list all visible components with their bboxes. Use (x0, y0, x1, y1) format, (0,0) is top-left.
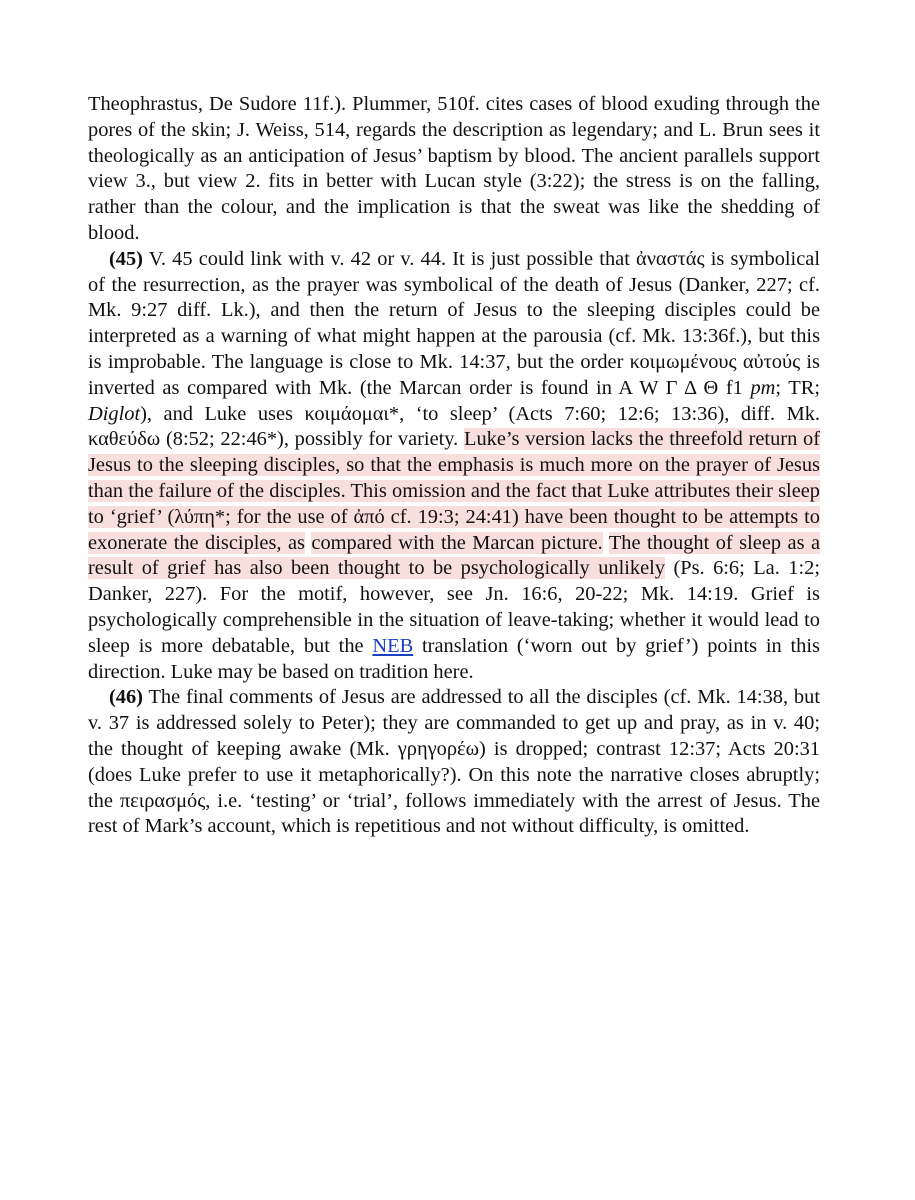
verse-number: (45) (109, 247, 143, 270)
verse-number: (46) (109, 686, 143, 709)
highlighted-text[interactable]: The thought of sleep as a result of grief has also been thought to be psychologically unlikely (88, 531, 821, 580)
paragraph-verse-46 (88, 685, 820, 840)
highlighted-text[interactable]: Luke’s version lacks the threefold return of Jesus to the sleeping disciples, so that the emphasis is much more on the prayer of Jesus than the failure of the disciples. This omission and the fact that Luke attributes their sleep to ‘grief’ (λύπη*; for the use of ἀπό cf. 19:3; 24:41) have been thought to be attempts to exonerate the disciples, as (88, 428, 820, 554)
paragraph-text: (Ps. 6:6; La. 1:2; Danker, 227). For the motif, however, see Jn. 16:6, 20-22; Mk. 14:19. Grief is psychologically comprehensible in the situation of leave-taking; whether it would lead to sleep is more debatable, but the (88, 557, 820, 657)
italic-term: pm (750, 376, 776, 399)
paragraph-text: Theophrastus, De Sudore 11f.). Plummer, 510f. cites cases of blood exuding through the pores of the skin; J. Weiss, 514, regards the description as legendary; and L. Brun sees it theologically as an anticipation of Jesus’ baptism by blood. The ancient parallels support view 3., but view 2. fits in better with Lucan style (3:22); the stress is on the falling, rather than the colour, and the implication is that the sweat was like the shedding of blood. (88, 93, 820, 244)
paragraph-continuation (88, 92, 820, 247)
document-page (88, 92, 820, 840)
paragraph-verse-45 (88, 247, 820, 686)
text-space (603, 532, 609, 554)
highlighted-text[interactable]: compared with the Marcan picture. (311, 531, 603, 554)
paragraph-text: ; TR; (775, 376, 820, 399)
paragraph-text: V. 45 could link with v. 42 or v. 44. It is just possible that ἀναστάς is symbolical of the resurrection, as the prayer was symbolical of the death of Jesus (Danker, 227; cf. Mk. 9:27 diff. Lk.), and then the return of Jesus to the sleeping disciples could be interpreted as a warning of what might happen at the parousia (cf. Mk. 13:36f.), but this is improbable. The language is close to Mk. 14:37, but the order κοιμωμένους αὐτούς is inverted as compared with Mk. (the Marcan order is found in A W Γ Δ Θ f1 (88, 247, 820, 399)
paragraph-text: The final comments of Jesus are addressed to all the disciples (cf. Mk. 14:38, but v. 37 is addressed solely to Peter); they are commanded to get up and pray, as in v. 40; the thought of keeping awake (Mk. γρηγορέω) is dropped; contrast 12:37; Acts 20:31 (does Luke prefer to use it metaphorically?). On this note the narrative closes abruptly; the πειρασμός, i.e. ‘testing’ or ‘trial’, follows immediately with the arrest of Jesus. The rest of Mark’s account, which is repetitious and not without difficulty, is omitted. (88, 686, 820, 838)
neb-link[interactable]: NEB (372, 634, 414, 657)
italic-term: Diglot (88, 402, 141, 425)
paragraph-text: translation (‘worn out by grief’) points in this direction. Luke may be based on tradition here. (88, 634, 820, 683)
paragraph-text: ), and Luke uses κοιμάομαι*, ‘to sleep’ (Acts 7:60; 12:6; 13:36), diff. Mk. καθεύδω (8:52; 22:46*), possibly for variety. (88, 402, 820, 451)
